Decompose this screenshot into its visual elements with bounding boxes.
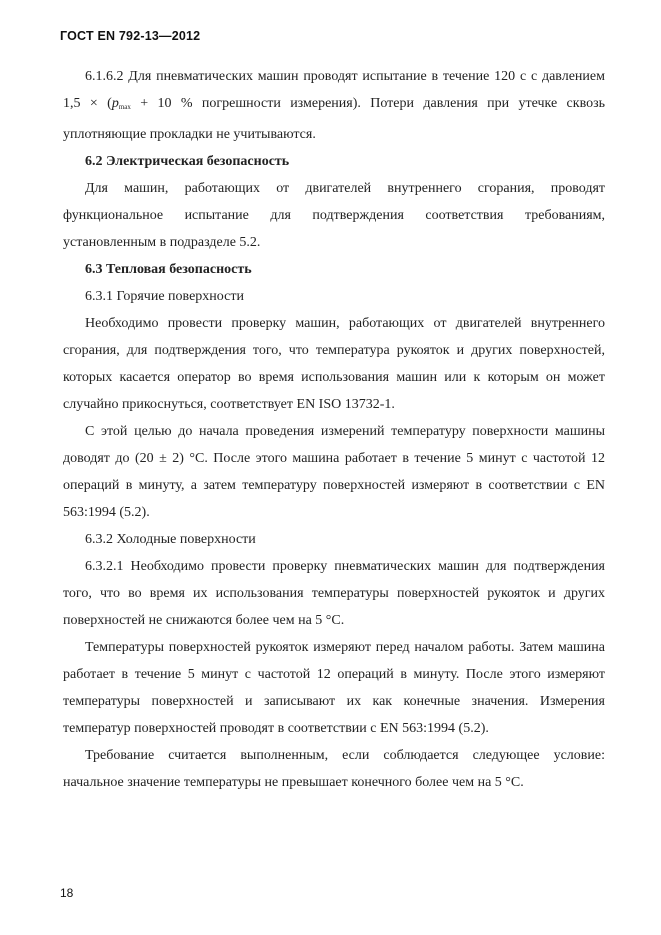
paragraph-6-3-2-1-b: Температуры поверхностей рукояток измеряют перед началом работы. Затем машина работает в течение 5 минут с частотой 12 операций в минуту. После этого измеряют температуры поверхностей и записывают их как конечные значения. Измерения температур поверхностей проводят в соответствии с EN 563:1994 (5.2). — [63, 640, 605, 736]
paragraph-6-1-6-2-text-b: + 10 % погрешности измерения). Потери давления при утечке сквозь уплотняющие прокладки не учитываются. — [63, 96, 606, 142]
paragraph-6-1-6-2 — [63, 63, 605, 148]
subsection-heading-6-3-1: 6.3.1 Горячие поверхности — [85, 289, 244, 304]
paragraph-6-3-1-b: С этой целью до начала проведения измерений температуру поверхности машины доводят до (20 ± 2) °С. После этого машина работает в течение 5 минут с частотой 12 операций в минуту, а затем температуру поверхностей измеряют в соответствии с EN 563:1994 (5.2). — [63, 424, 605, 520]
paragraph-6-1-6-2-text-a: 6.1.6.2 Для пневматических машин проводят испытание в течение 120 с с давлением 1,5 × ( — [63, 69, 605, 111]
paragraph-6-2: Для машин, работающих от двигателей внутреннего сгорания, проводят функциональное испытание для подтверждения соответствия требованиям, установленным в подразделе 5.2. — [63, 181, 605, 250]
section-heading-6-3: 6.3 Тепловая безопасность — [85, 262, 252, 277]
pressure-variable: p — [111, 96, 119, 111]
paragraph-6-3-2-1: 6.3.2.1 Необходимо провести проверку пневматических машин для подтверждения того, что во время их использования температуры поверхностей рукояток и других поверхностей не снижаются более чем на 5 °С. — [63, 559, 605, 628]
pressure-subscript: max — [118, 103, 131, 111]
subsection-heading-6-3-2: 6.3.2 Холодные поверхности — [85, 532, 256, 547]
document-body — [63, 63, 605, 796]
document-code-header: ГОСТ EN 792-13—2012 — [60, 29, 201, 43]
section-heading-6-2: 6.2 Электрическая безопасность — [85, 154, 290, 169]
page-number: 18 — [60, 886, 74, 900]
paragraph-6-3-1-a: Необходимо провести проверку машин, работающих от двигателей внутреннего сгорания, для подтверждения того, что температура рукояток и других поверхностей, которых касается оператор во время использования машин или к которым он может случайно прикоснуться, соответствует EN ISO 13732-1. — [63, 316, 605, 412]
paragraph-6-3-2-1-c: Требование считается выполненным, если соблюдается следующее условие: начальное значение температуры не превышает конечного более чем на 5 °С. — [63, 748, 605, 790]
